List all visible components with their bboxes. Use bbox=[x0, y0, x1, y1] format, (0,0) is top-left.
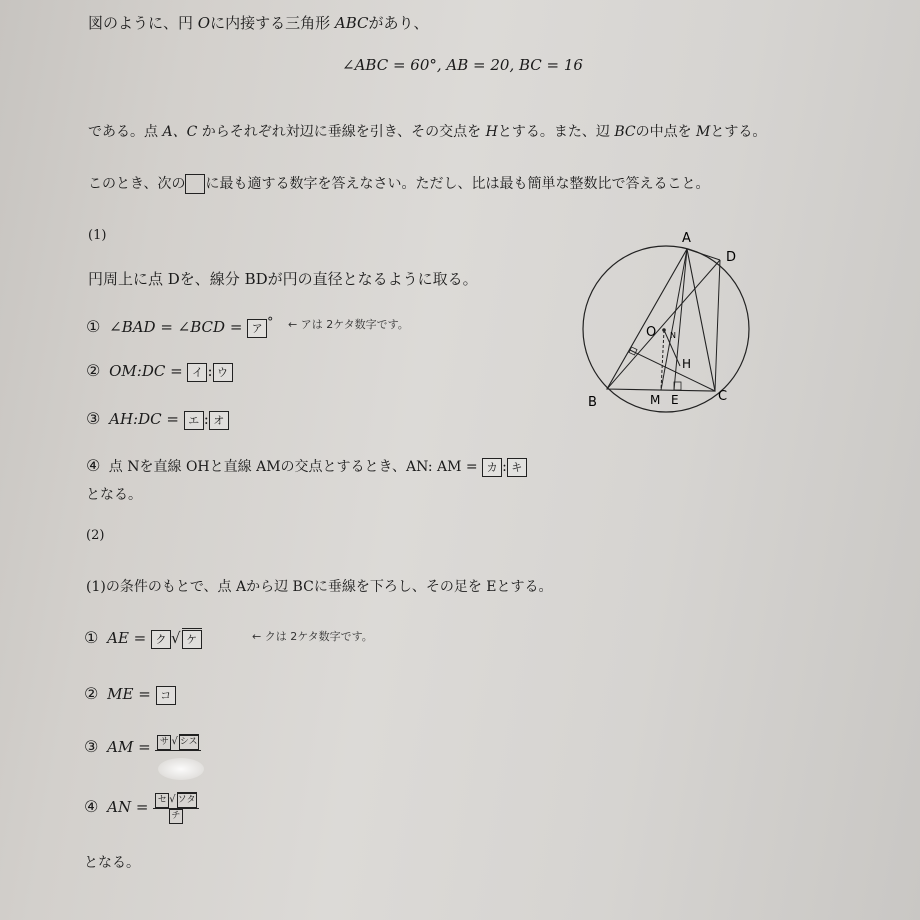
part2-end: となる。 bbox=[84, 855, 140, 871]
label-n: N bbox=[670, 331, 676, 340]
part1-q3 bbox=[86, 409, 229, 430]
answer-box-chi[interactable]: チ bbox=[169, 809, 183, 824]
answer-box-ke[interactable]: ケ bbox=[182, 630, 202, 649]
math-AC: A、C bbox=[162, 124, 198, 140]
intro-text: の中点を bbox=[635, 124, 692, 140]
question-text: OM:DC = bbox=[109, 362, 183, 380]
center-point bbox=[662, 328, 666, 332]
intro-text: があり、 bbox=[368, 14, 429, 32]
ratio-sep: : bbox=[203, 410, 209, 428]
question-text: 点 Nを直線 OHと直線 AMの交点とするとき、AN: AM = bbox=[108, 459, 478, 475]
question-number: ② bbox=[84, 684, 99, 703]
intro-line-3 bbox=[88, 121, 766, 141]
question-number: ① bbox=[86, 317, 101, 336]
part1-q2 bbox=[86, 361, 233, 382]
answer-box-ki[interactable]: キ bbox=[507, 458, 527, 477]
label-a: A bbox=[682, 231, 691, 246]
intro-text: からそれぞれ対辺に垂線を引き、その交点を bbox=[201, 124, 482, 140]
part1-q4 bbox=[86, 456, 527, 477]
intro-line-4 bbox=[88, 173, 709, 194]
question-text: AN = bbox=[107, 798, 149, 816]
intro-text: このとき、次の bbox=[88, 176, 186, 192]
part2-q4 bbox=[84, 792, 199, 824]
label-d: D bbox=[726, 250, 737, 265]
label-m: M bbox=[650, 393, 661, 407]
answer-box-shisu[interactable]: シス bbox=[179, 735, 199, 750]
answer-box-se[interactable]: セ bbox=[155, 793, 169, 808]
blank-box-icon bbox=[185, 174, 205, 194]
answer-box-sota[interactable]: ソタ bbox=[177, 793, 197, 808]
question-text: AH:DC = bbox=[109, 410, 179, 428]
answer-box-a[interactable]: ア bbox=[247, 319, 267, 338]
part1-q1-note: ← アは 2ケタ数字です。 bbox=[288, 318, 409, 331]
ratio-sep: : bbox=[207, 362, 213, 380]
question-number: ③ bbox=[86, 409, 101, 428]
intro-text: である。点 bbox=[88, 124, 158, 140]
question-text: AM = bbox=[107, 738, 151, 756]
math-ABC: ABC bbox=[334, 14, 369, 32]
answer-box-ku[interactable]: ク bbox=[151, 630, 171, 649]
answer-box-i[interactable]: イ bbox=[187, 363, 207, 382]
intro-text: に内接する三角形 bbox=[210, 14, 331, 32]
math-BC: BC bbox=[614, 124, 636, 140]
label-c: C bbox=[718, 389, 728, 404]
label-h: H bbox=[682, 357, 692, 371]
question-number: ③ bbox=[84, 737, 99, 756]
segment-dc bbox=[715, 260, 720, 391]
intro-line-1 bbox=[88, 12, 429, 33]
answer-box-ko[interactable]: コ bbox=[156, 686, 176, 705]
question-number: ④ bbox=[86, 456, 101, 475]
answer-box-u[interactable]: ウ bbox=[213, 363, 233, 382]
math-M: M bbox=[696, 124, 711, 140]
part1-end: となる。 bbox=[86, 487, 142, 503]
answer-box-ka[interactable]: カ bbox=[482, 458, 502, 477]
label-b: B bbox=[588, 395, 597, 410]
part1-label: (1) bbox=[88, 228, 107, 243]
answer-box-e[interactable]: エ bbox=[184, 411, 204, 430]
answer-box-sa[interactable]: サ bbox=[157, 735, 171, 750]
fraction: $\frac{\text{セ √ ソタ}}{\text{チ}}$ bbox=[153, 792, 198, 824]
part2-q1-note: ← クは 2ケタ数字です。 bbox=[252, 630, 373, 643]
question-text: ME = bbox=[107, 685, 151, 703]
intro-text: とする。 bbox=[710, 124, 767, 140]
part1-q1 bbox=[86, 314, 273, 338]
label-e: E bbox=[671, 393, 679, 407]
intro-text: 図のように、円 bbox=[88, 14, 194, 32]
diameter-bd bbox=[607, 260, 720, 389]
part2-q2 bbox=[84, 684, 176, 705]
altitude-from-c bbox=[630, 350, 715, 391]
fraction: サ √ シス bbox=[155, 734, 200, 762]
question-text: ∠BAD = ∠BCD = bbox=[109, 318, 243, 336]
label-o: O bbox=[646, 325, 657, 340]
math-O: O bbox=[197, 14, 211, 32]
answer-box-o[interactable]: オ bbox=[209, 411, 229, 430]
intro-text: とする。また、辺 bbox=[497, 124, 610, 140]
part2-q1: ① AE = ク √ ケ bbox=[84, 628, 202, 649]
part1-statement: 円周上に点 Dを、線分 BDが円の直径となるように取る。 bbox=[88, 270, 478, 288]
math-H: H bbox=[485, 124, 498, 140]
degree-suffix: ° bbox=[267, 314, 274, 329]
ratio-sep: : bbox=[502, 459, 507, 475]
given-conditions: ∠ABC = 60°, AB = 20, BC = 16 bbox=[342, 56, 583, 74]
geometry-figure bbox=[570, 226, 770, 416]
part2-label: (2) bbox=[86, 528, 105, 543]
triangle-abc bbox=[607, 249, 715, 391]
question-number: ① bbox=[84, 628, 99, 647]
smudge-mark bbox=[158, 758, 204, 780]
question-text: AE = bbox=[107, 629, 147, 647]
part2-statement: (1)の条件のもとで、点 Aから辺 BCに垂線を下ろし、その足を Eとする。 bbox=[86, 579, 553, 595]
question-number: ④ bbox=[84, 797, 99, 816]
question-number: ② bbox=[86, 361, 101, 380]
segment-ad bbox=[687, 249, 720, 260]
intro-text: に最も適する数字を答えなさい。ただし、比は最も簡単な整数比で答えること。 bbox=[205, 176, 710, 192]
